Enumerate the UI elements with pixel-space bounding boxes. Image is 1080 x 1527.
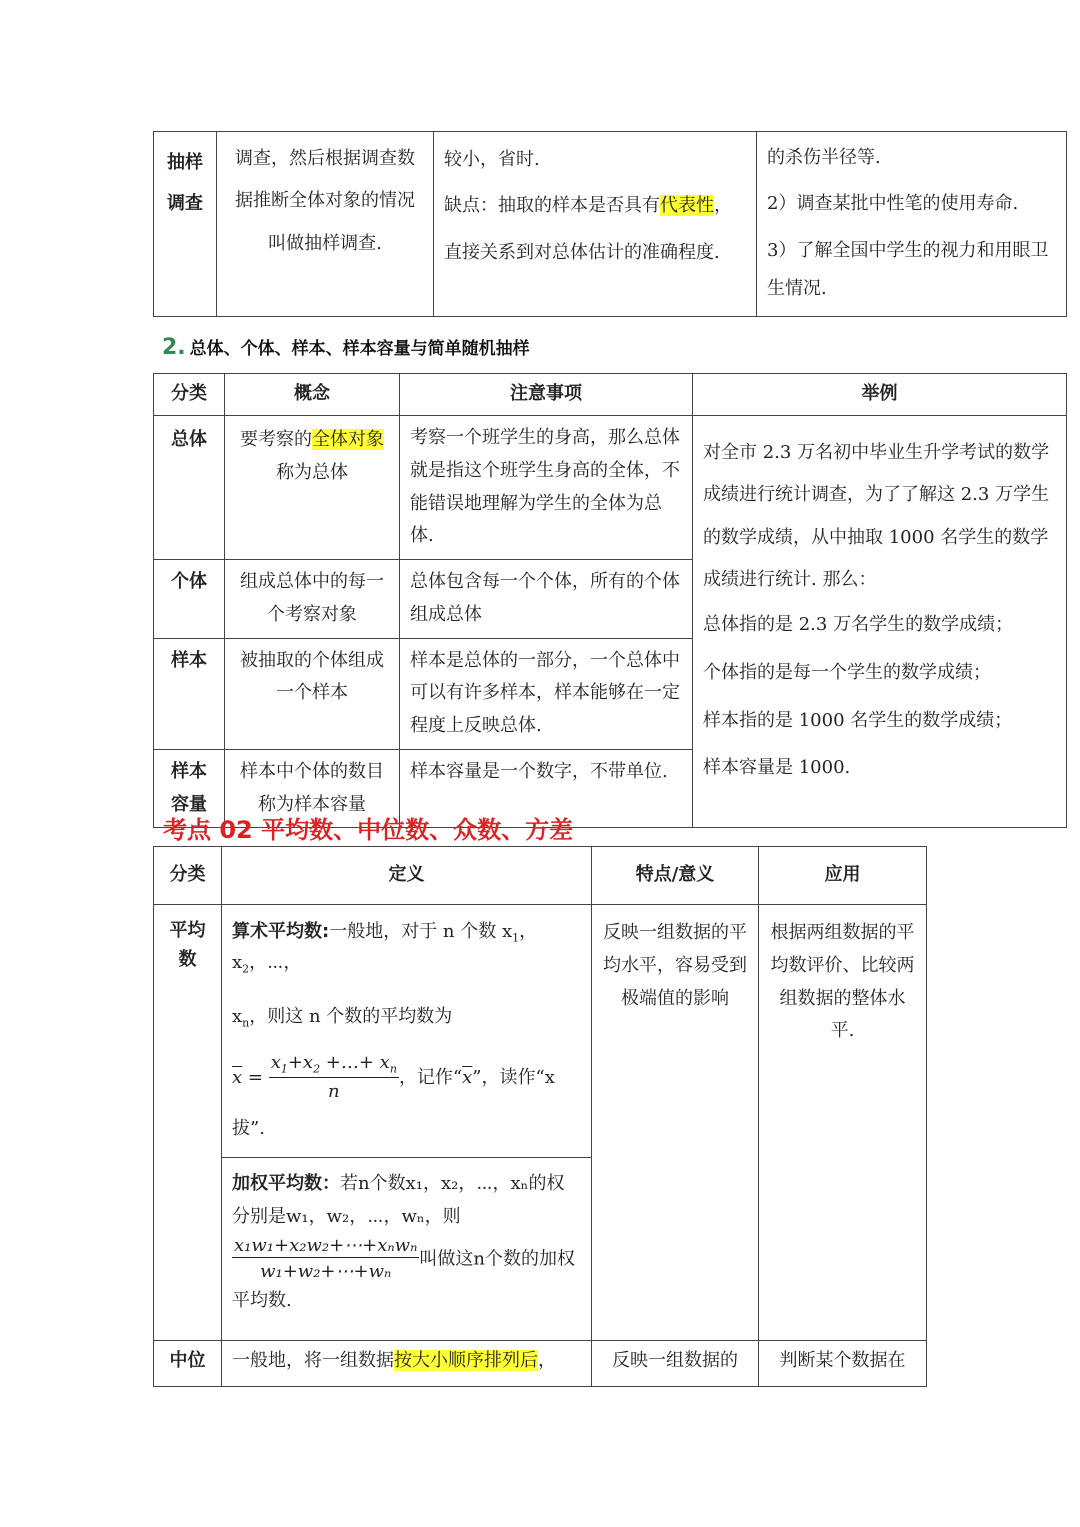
header-category: 分类 xyxy=(154,374,225,416)
weighted-formula xyxy=(232,1234,581,1285)
mean-fraction: $\frac{x_1+x_2 +\dots+ x_n}{n}$ xyxy=(270,1051,397,1102)
statistics-table xyxy=(153,846,927,1387)
row-label-median: 中位 xyxy=(154,1341,222,1387)
weighted-line-1 xyxy=(232,1168,581,1234)
median-application: 判断某个数据在 xyxy=(759,1341,927,1387)
header-category: 分类 xyxy=(154,847,222,905)
example-line: 3）了解全国中学生的视力和用眼卫 xyxy=(767,239,1049,261)
sampling-table xyxy=(153,131,1067,317)
weighted-text: 若n个数x₁，x₂，⋯，xₙ的权分别是w₁，w₂，⋯，wₙ，则 xyxy=(232,1173,565,1228)
header-concept: 概念 xyxy=(225,374,400,416)
example-line: 样本指的是 1000 名学生的数学成绩； xyxy=(703,709,1013,731)
arith-line-1: 算术平均数:一般地，对于 n 个数 $x_1$，$x_2$，⋯， xyxy=(232,921,538,976)
header-definition: 定义 xyxy=(222,847,592,905)
weighted-fraction: $\frac{\text{x₁w₁+x₂w₂+⋯+xₙwₙ}}{\text{w₁+w₂+⋯+wₙ}}$ xyxy=(234,1234,418,1283)
example-line: 总体指的是 2.3 万名学生的数学成绩； xyxy=(703,614,1014,636)
arith-text: 一般地，对于 n 个数 x xyxy=(329,921,513,942)
note-sample: 样本是总体的一部分，一个总体中可以有许多样本，样本能够在一定程度上反映总体. xyxy=(400,638,693,749)
arith-line-2: $x_n$，则这 n 个数的平均数为 xyxy=(232,1005,453,1030)
note-individual: 总体包含每一个个体，所有的个体组成总体 xyxy=(400,560,693,639)
header-example: 举例 xyxy=(693,374,1067,416)
example-line: 样本容量是 1000. xyxy=(703,757,851,779)
concept-population xyxy=(225,416,400,560)
median-text: 一般地，将一组数据 xyxy=(232,1350,394,1372)
note-population: 考察一个班学生的身高，那么总体就是指这个班学生身高的全体，不能错误地理解为学生的全体为总体. xyxy=(400,416,693,560)
def-line: 调查，然后根据调查数 xyxy=(235,148,415,169)
header-notes: 注意事项 xyxy=(400,374,693,416)
example-line: 的杀伤半径等. xyxy=(767,147,881,168)
def-line: 叫做抽样调查. xyxy=(268,232,382,254)
row-label-population: 总体 xyxy=(154,416,225,560)
concept-sample-size: 样本中个体的数目称为样本容量 xyxy=(225,749,400,828)
section-2-heading xyxy=(162,334,530,360)
concept-individual: 组成总体中的每一个考察对象 xyxy=(225,560,400,639)
example-cell xyxy=(693,416,1067,828)
median-definition xyxy=(222,1341,592,1387)
examples-cell xyxy=(757,132,1067,317)
pros-line: 较小，省时. xyxy=(444,149,540,170)
cons-line xyxy=(444,190,746,222)
pros-cons-cell xyxy=(434,132,757,317)
concept-text: 要考察的 xyxy=(240,429,312,450)
row-label-sample-size: 样本 容量 xyxy=(154,749,225,828)
cons-text: 缺点：抽取的样本是否具有 xyxy=(444,195,660,217)
concept-text-post: 称为总体 xyxy=(276,461,348,483)
arith-mid: ，记作“ xyxy=(398,1066,463,1088)
population-table xyxy=(153,373,1067,828)
arith-text-2: ，则这 n 个数的平均数为 xyxy=(249,1005,453,1027)
weighted-line-3: 平均数. xyxy=(232,1290,292,1312)
def-line: 据推断全体对象的情况 xyxy=(235,190,415,212)
weighted-text-2: 叫做这n个数的加权 xyxy=(419,1248,575,1270)
arithmetic-mean-cell xyxy=(222,905,592,1158)
cons-comma: ， xyxy=(714,195,732,217)
definition-cell xyxy=(217,132,434,317)
cons-line-2: 直接关系到对总体估计的准确程度. xyxy=(444,241,720,263)
key-point-heading: 考点 02 平均数、中位数、众数、方差 xyxy=(163,816,574,844)
example-line: 2）调查某批中性笔的使用寿命. xyxy=(767,193,1019,215)
concept-sample: 被抽取的个体组成一个样本 xyxy=(225,638,400,749)
header-feature: 特点/意义 xyxy=(592,847,759,905)
section-number: 2. xyxy=(162,335,186,360)
weighted-title: 加权平均数： xyxy=(232,1173,340,1195)
weighted-mean-cell xyxy=(222,1158,592,1341)
example-line: 生情况. xyxy=(767,278,827,300)
highlight-all-objects: 全体对象 xyxy=(312,429,384,450)
arith-end: 拔”. xyxy=(232,1117,265,1139)
mean-application: 根据两组数据的平均数评价、比较两组数据的整体水平. xyxy=(759,905,927,1341)
arith-read: ”，读作“x xyxy=(472,1066,555,1088)
highlight-sorted: 按大小顺序排列后 xyxy=(394,1350,538,1372)
mean-feature: 反映一组数据的平均水平，容易受到极端值的影响 xyxy=(592,905,759,1341)
highlight-representative: 代表性 xyxy=(660,195,714,217)
median-feature: 反映一组数据的 xyxy=(592,1341,759,1387)
row-label-sample: 样本 xyxy=(154,638,225,749)
row-label-mean: 平均 数 xyxy=(154,905,222,1341)
example-line: 个体指的是每一个学生的数学成绩； xyxy=(703,661,991,683)
section-title: 总体、个体、样本、样本容量与简单随机抽样 xyxy=(189,339,530,359)
row-label: 抽样 调查 xyxy=(154,132,217,317)
header-application: 应用 xyxy=(759,847,927,905)
row-label-individual: 个体 xyxy=(154,560,225,639)
arith-formula: $\overline{x}$ = $\frac{x_1+x_2 +\dots+ x_n}{n}$ ，记作“$\overline{x}$”，读作“x xyxy=(232,1051,581,1105)
example-paragraph: 对全市 2.3 万名初中毕业生升学考试的数学成绩进行统计调查，为了了解这 2.3 万学生的数学成绩，从中抽取 1000 名学生的数学成绩进行统计. 那么： xyxy=(703,442,1050,590)
median-comma: ， xyxy=(538,1350,556,1372)
arith-title: 算术平均数: xyxy=(232,921,330,942)
note-sample-size: 样本容量是一个数字，不带单位. xyxy=(400,749,693,828)
